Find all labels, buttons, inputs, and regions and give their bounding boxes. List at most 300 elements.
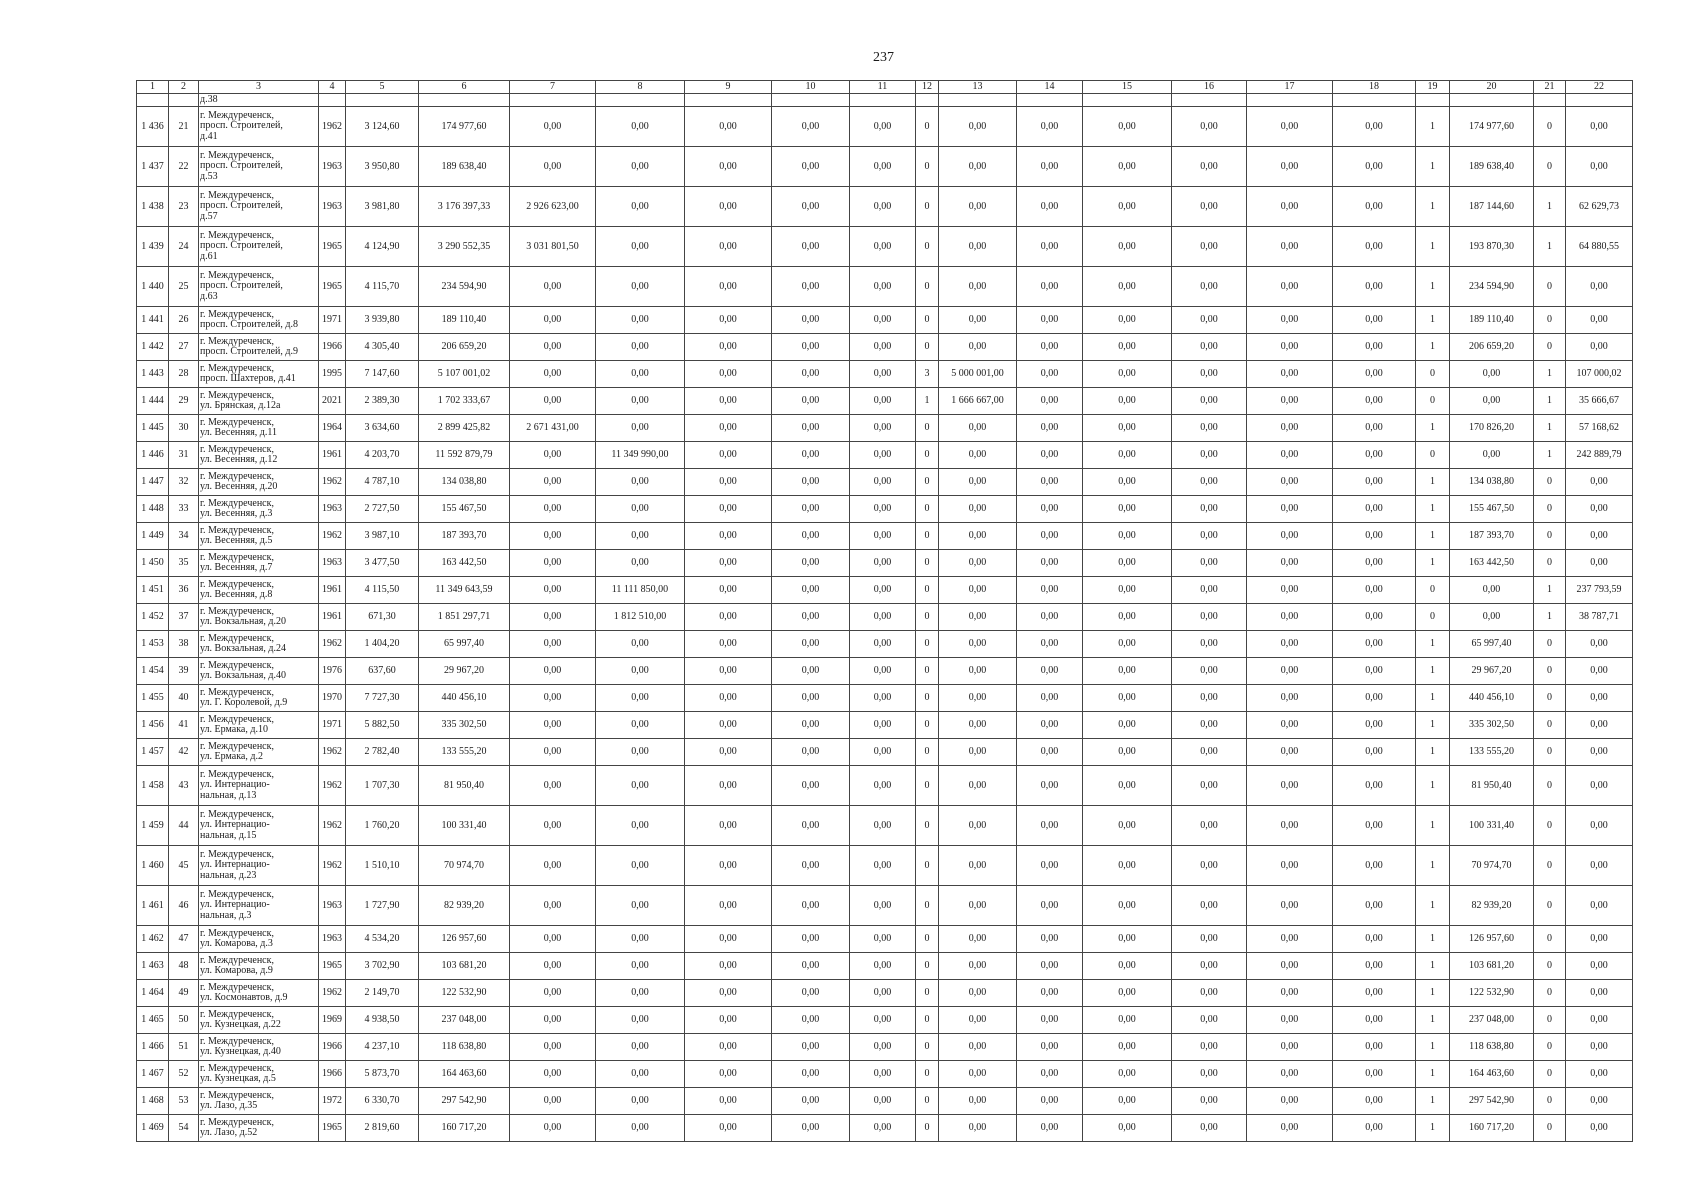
table-row <box>137 415 1633 442</box>
header-row <box>137 81 1633 94</box>
table-row <box>137 980 1633 1007</box>
column-header: 21 <box>1534 81 1566 94</box>
table-row <box>137 147 1633 187</box>
table-cell: 53 <box>169 1088 199 1115</box>
address-cell: г. Междуреченск, ул. Интернацио- нальная, д.13 <box>199 766 319 806</box>
table-cell: 0 <box>916 107 939 147</box>
table-row <box>137 577 1633 604</box>
table-cell: 0,00 <box>685 806 772 846</box>
address-cell: г. Междуреченск, ул. Вокзальная, д.40 <box>199 658 319 685</box>
table-cell: 0,00 <box>1083 361 1172 388</box>
table-cell: 0,00 <box>1083 1088 1172 1115</box>
table-cell: 65 997,40 <box>1450 631 1534 658</box>
table-cell: 1 <box>1416 953 1450 980</box>
table-cell: 1 <box>1416 712 1450 739</box>
table-cell: 0,00 <box>1083 1061 1172 1088</box>
table-cell: 0 <box>916 980 939 1007</box>
table-cell: 0,00 <box>510 953 596 980</box>
table-cell: 0,00 <box>1333 388 1416 415</box>
table-cell: 0,00 <box>510 147 596 187</box>
table-cell: 0,00 <box>685 685 772 712</box>
table-cell: 3 <box>916 361 939 388</box>
table-cell: 0 <box>1534 886 1566 926</box>
table-cell: 0,00 <box>850 147 916 187</box>
table-cell: 0,00 <box>1566 1088 1633 1115</box>
table-cell: 0,00 <box>1247 980 1333 1007</box>
table-cell: 0,00 <box>772 267 850 307</box>
table-cell: 25 <box>169 267 199 307</box>
table-cell: 0,00 <box>1566 631 1633 658</box>
table-cell: 0,00 <box>1172 469 1247 496</box>
table-cell: 0,00 <box>1247 523 1333 550</box>
table-cell: 0,00 <box>510 806 596 846</box>
table-cell: 52 <box>169 1061 199 1088</box>
address-cell: г. Междуреченск, просп. Строителей, д.9 <box>199 334 319 361</box>
table-cell: 0 <box>1534 980 1566 1007</box>
table-cell: 1970 <box>319 685 346 712</box>
table-cell: 1 <box>1416 631 1450 658</box>
table-cell: 65 997,40 <box>419 631 510 658</box>
table-cell: 1 467 <box>137 1061 169 1088</box>
table-cell: 0,00 <box>685 187 772 227</box>
table-cell: 54 <box>169 1115 199 1142</box>
address-cell: г. Междуреченск, ул. Комарова, д.3 <box>199 926 319 953</box>
table-cell: 0,00 <box>1083 550 1172 577</box>
table-cell: 0,00 <box>510 846 596 886</box>
table-cell: 1 <box>1534 361 1566 388</box>
column-header: 17 <box>1247 81 1333 94</box>
address-cell: г. Междуреченск, ул. Весенняя, д.3 <box>199 496 319 523</box>
table-row <box>137 334 1633 361</box>
table-cell: 0,00 <box>1247 442 1333 469</box>
table-cell: 0,00 <box>772 1007 850 1034</box>
table-cell: 187 144,60 <box>1450 187 1534 227</box>
address-cell: г. Междуреченск, ул. Интернацио- нальная, д.15 <box>199 806 319 846</box>
table-cell: 0,00 <box>1247 227 1333 267</box>
table-cell: 0,00 <box>1172 631 1247 658</box>
table-cell: 7 147,60 <box>346 361 419 388</box>
table-cell: 0,00 <box>1083 953 1172 980</box>
table-cell: 0 <box>1534 806 1566 846</box>
table-cell: 0,00 <box>850 658 916 685</box>
table-row <box>137 712 1633 739</box>
table-cell: 0,00 <box>510 1061 596 1088</box>
table-cell: 237 793,59 <box>1566 577 1633 604</box>
table-cell: 133 555,20 <box>419 739 510 766</box>
table-cell: 0,00 <box>1017 980 1083 1007</box>
table-cell: 51 <box>169 1034 199 1061</box>
table-cell: 0,00 <box>939 267 1017 307</box>
table-row <box>137 739 1633 766</box>
table-cell: 1 455 <box>137 685 169 712</box>
table-cell: 0,00 <box>1017 577 1083 604</box>
table-cell: 0,00 <box>1566 1034 1633 1061</box>
table-cell: 0,00 <box>850 307 916 334</box>
table-cell: 1 458 <box>137 766 169 806</box>
table-cell: 0,00 <box>685 658 772 685</box>
table-cell: 1 <box>1416 1007 1450 1034</box>
table-cell: 0,00 <box>939 685 1017 712</box>
table-cell: 49 <box>169 980 199 1007</box>
table-cell: 0,00 <box>685 1061 772 1088</box>
table-cell: 189 110,40 <box>1450 307 1534 334</box>
table-cell: 0,00 <box>1083 766 1172 806</box>
table-cell: 0,00 <box>1333 496 1416 523</box>
table-cell: 0,00 <box>850 846 916 886</box>
table-cell: 0,00 <box>1333 187 1416 227</box>
table-cell: 0,00 <box>1247 550 1333 577</box>
table-cell: 1961 <box>319 442 346 469</box>
table-cell: 1 440 <box>137 267 169 307</box>
table-cell: 1 453 <box>137 631 169 658</box>
table-cell: 0,00 <box>685 307 772 334</box>
table-cell: 0,00 <box>1172 388 1247 415</box>
table-cell: 0,00 <box>1450 388 1534 415</box>
table-cell: 1966 <box>319 334 346 361</box>
table-cell: 0 <box>916 806 939 846</box>
table-cell: 0,00 <box>772 107 850 147</box>
column-header: 9 <box>685 81 772 94</box>
table-cell: 1 <box>1416 107 1450 147</box>
table-cell: 0,00 <box>850 415 916 442</box>
table-cell: 4 115,70 <box>346 267 419 307</box>
table-cell: 0,00 <box>685 496 772 523</box>
table-cell: 0,00 <box>1017 469 1083 496</box>
table-cell: 5 873,70 <box>346 1061 419 1088</box>
table-cell: 1 461 <box>137 886 169 926</box>
table-cell: 3 176 397,33 <box>419 187 510 227</box>
table-cell: 4 237,10 <box>346 1034 419 1061</box>
table-cell: 41 <box>169 712 199 739</box>
table-cell: 0,00 <box>1333 334 1416 361</box>
table-cell: 0,00 <box>772 739 850 766</box>
table-cell: 0 <box>916 415 939 442</box>
table-cell: 0,00 <box>1566 685 1633 712</box>
table-cell: 0,00 <box>685 953 772 980</box>
table-cell: 1963 <box>319 886 346 926</box>
table-cell: 0,00 <box>850 1034 916 1061</box>
table-cell: 193 870,30 <box>1450 227 1534 267</box>
table-cell: 0,00 <box>1333 147 1416 187</box>
table-cell: 0,00 <box>1333 739 1416 766</box>
table-cell: 0,00 <box>772 227 850 267</box>
table-cell: 0,00 <box>1566 926 1633 953</box>
table-cell: 0,00 <box>1083 604 1172 631</box>
table-cell: 38 787,71 <box>1566 604 1633 631</box>
table-cell: 11 349 643,59 <box>419 577 510 604</box>
table-cell: 0,00 <box>1333 577 1416 604</box>
table-cell: 0,00 <box>1083 631 1172 658</box>
table-cell: 0,00 <box>1017 388 1083 415</box>
table-cell: 0,00 <box>1247 766 1333 806</box>
table-cell: 0,00 <box>850 187 916 227</box>
table-cell: 0 <box>1534 846 1566 886</box>
table-cell: 163 442,50 <box>1450 550 1534 577</box>
table-cell: 1962 <box>319 846 346 886</box>
table-cell: 0,00 <box>1247 1061 1333 1088</box>
table-cell: 0,00 <box>596 1088 685 1115</box>
table-cell: 0,00 <box>939 1034 1017 1061</box>
table-cell: 0,00 <box>772 307 850 334</box>
table-cell: 0 <box>1534 1088 1566 1115</box>
table-cell: 0,00 <box>1017 523 1083 550</box>
table-cell: 0,00 <box>850 388 916 415</box>
table-cell: 0,00 <box>1247 712 1333 739</box>
table-cell: 0 <box>916 658 939 685</box>
table-cell: 0,00 <box>1172 577 1247 604</box>
table-cell: 1969 <box>319 1007 346 1034</box>
table-cell: 0,00 <box>850 550 916 577</box>
table-cell: 0,00 <box>939 926 1017 953</box>
table-cell: 0,00 <box>685 1034 772 1061</box>
table-cell: 0,00 <box>939 415 1017 442</box>
address-cell: г. Междуреченск, просп. Строителей, д.41 <box>199 107 319 147</box>
table-cell: 0,00 <box>772 469 850 496</box>
column-header: 10 <box>772 81 850 94</box>
table-row <box>137 469 1633 496</box>
table-cell: 0,00 <box>939 604 1017 631</box>
table-cell: 0,00 <box>685 442 772 469</box>
address-cell: г. Междуреченск, ул. Весенняя, д.8 <box>199 577 319 604</box>
table-cell: 0,00 <box>939 739 1017 766</box>
table-cell: 0,00 <box>685 334 772 361</box>
table-cell: 0 <box>916 886 939 926</box>
column-header: 8 <box>596 81 685 94</box>
table-cell: 2 149,70 <box>346 980 419 1007</box>
table-cell: 1 468 <box>137 1088 169 1115</box>
table-cell: 0,00 <box>1172 1088 1247 1115</box>
table-cell: 0,00 <box>772 926 850 953</box>
table-cell: 103 681,20 <box>419 953 510 980</box>
table-cell: 35 <box>169 550 199 577</box>
table-cell: 0,00 <box>1566 712 1633 739</box>
table-cell: 0 <box>916 307 939 334</box>
table-cell: 1 443 <box>137 361 169 388</box>
table-cell: 0,00 <box>1172 187 1247 227</box>
table-cell: 0,00 <box>685 926 772 953</box>
table-cell: 0 <box>1534 685 1566 712</box>
table-cell: 1961 <box>319 604 346 631</box>
table-cell: 4 305,40 <box>346 334 419 361</box>
table-cell: 0,00 <box>850 631 916 658</box>
address-cell: г. Междуреченск, просп. Строителей, д.8 <box>199 307 319 334</box>
table-cell: 0,00 <box>1172 227 1247 267</box>
column-header: 2 <box>169 81 199 94</box>
table-cell: 0,00 <box>850 886 916 926</box>
table-cell: 0 <box>916 1088 939 1115</box>
table-cell: 0,00 <box>510 496 596 523</box>
table-cell: 1 457 <box>137 739 169 766</box>
table-cell: 1 <box>1416 1088 1450 1115</box>
table-cell: 2021 <box>319 388 346 415</box>
table-cell: 0,00 <box>1247 147 1333 187</box>
table-cell: 0,00 <box>596 334 685 361</box>
continuation-cell: д.38 <box>199 94 319 107</box>
table-cell: 1 <box>1534 227 1566 267</box>
table-cell: 0,00 <box>1172 307 1247 334</box>
table-cell: 1962 <box>319 631 346 658</box>
table-cell: 118 638,80 <box>1450 1034 1534 1061</box>
table-cell: 1963 <box>319 926 346 953</box>
table-cell: 0,00 <box>850 523 916 550</box>
table-cell: 0 <box>916 953 939 980</box>
table-cell: 1 <box>1534 442 1566 469</box>
table-cell: 1 449 <box>137 523 169 550</box>
table-cell: 0,00 <box>850 334 916 361</box>
table-cell: 0,00 <box>772 631 850 658</box>
table-cell: 0,00 <box>1247 469 1333 496</box>
table-cell: 0 <box>1534 147 1566 187</box>
table-cell: 174 977,60 <box>419 107 510 147</box>
table-cell: 297 542,90 <box>419 1088 510 1115</box>
table-cell: 1966 <box>319 1034 346 1061</box>
table-cell: 0,00 <box>772 658 850 685</box>
table-cell: 0,00 <box>1566 550 1633 577</box>
table-cell: 637,60 <box>346 658 419 685</box>
table-cell: 0 <box>1534 1061 1566 1088</box>
table-cell: 164 463,60 <box>1450 1061 1534 1088</box>
table-cell: 103 681,20 <box>1450 953 1534 980</box>
table-cell: 0,00 <box>596 1034 685 1061</box>
table-cell: 0,00 <box>1566 147 1633 187</box>
table-cell: 0,00 <box>1450 577 1534 604</box>
table-cell: 38 <box>169 631 199 658</box>
address-cell: г. Междуреченск, ул. Ермака, д.10 <box>199 712 319 739</box>
table-cell: 0 <box>916 442 939 469</box>
table-cell: 0,00 <box>772 604 850 631</box>
table-cell: 1 <box>1416 980 1450 1007</box>
table-cell: 0,00 <box>1333 361 1416 388</box>
address-cell: г. Междуреченск, ул. Интернацио- нальная, д.23 <box>199 846 319 886</box>
table-row <box>137 1034 1633 1061</box>
table-cell: 0,00 <box>1333 631 1416 658</box>
table-cell: 0,00 <box>1333 953 1416 980</box>
table-cell: 0,00 <box>685 361 772 388</box>
table-cell: 0,00 <box>772 577 850 604</box>
table-cell: 0,00 <box>596 712 685 739</box>
table-cell: 0 <box>916 739 939 766</box>
table-cell: 0,00 <box>1017 953 1083 980</box>
table-cell: 43 <box>169 766 199 806</box>
table-cell: 0,00 <box>1566 307 1633 334</box>
table-cell: 1 <box>1416 846 1450 886</box>
column-header: 3 <box>199 81 319 94</box>
table-cell: 1 450 <box>137 550 169 577</box>
table-cell: 1964 <box>319 415 346 442</box>
table-cell: 0,00 <box>1083 739 1172 766</box>
address-cell: г. Междуреченск, ул. Весенняя, д.7 <box>199 550 319 577</box>
table-cell: 0 <box>1534 631 1566 658</box>
column-header: 11 <box>850 81 916 94</box>
table-cell: 81 950,40 <box>1450 766 1534 806</box>
table-cell: 0,00 <box>1083 523 1172 550</box>
table-cell: 1965 <box>319 267 346 307</box>
table-cell: 0,00 <box>596 886 685 926</box>
table-cell: 0 <box>916 550 939 577</box>
table-cell: 0,00 <box>1017 1007 1083 1034</box>
table-cell: 0,00 <box>850 1088 916 1115</box>
table-cell: 0 <box>1534 496 1566 523</box>
table-cell: 0,00 <box>1566 953 1633 980</box>
table-cell: 1 442 <box>137 334 169 361</box>
table-cell: 0,00 <box>772 442 850 469</box>
table-cell: 1971 <box>319 712 346 739</box>
table-cell: 0,00 <box>1566 658 1633 685</box>
table-cell: 118 638,80 <box>419 1034 510 1061</box>
table-cell: 0,00 <box>1017 886 1083 926</box>
table-cell: 33 <box>169 496 199 523</box>
table-cell: 0,00 <box>1083 712 1172 739</box>
column-header: 1 <box>137 81 169 94</box>
table-cell: 1962 <box>319 806 346 846</box>
table-cell: 0,00 <box>850 712 916 739</box>
table-cell: 0,00 <box>1247 307 1333 334</box>
table-cell: 64 880,55 <box>1566 227 1633 267</box>
table-cell: 0,00 <box>1083 307 1172 334</box>
address-cell: г. Междуреченск, ул. Брянская, д.12а <box>199 388 319 415</box>
table-cell: 0,00 <box>1566 469 1633 496</box>
table-cell: 0,00 <box>596 806 685 846</box>
table-cell: 0,00 <box>939 1007 1017 1034</box>
table-cell: 0,00 <box>1083 187 1172 227</box>
table-cell: 0,00 <box>1083 147 1172 187</box>
table-cell: 189 638,40 <box>1450 147 1534 187</box>
table-cell: 0,00 <box>1017 685 1083 712</box>
table-cell: 0,00 <box>939 980 1017 1007</box>
table-cell: 1976 <box>319 658 346 685</box>
table-cell: 0,00 <box>1333 926 1416 953</box>
address-cell: г. Междуреченск, просп. Строителей, д.57 <box>199 187 319 227</box>
table-cell: 0,00 <box>596 846 685 886</box>
table-cell: 0,00 <box>596 187 685 227</box>
table-cell: 0,00 <box>510 267 596 307</box>
table-row <box>137 631 1633 658</box>
table-cell: 1963 <box>319 187 346 227</box>
table-cell: 100 331,40 <box>1450 806 1534 846</box>
table-cell: 0,00 <box>772 886 850 926</box>
table-cell: 40 <box>169 685 199 712</box>
table-cell: 23 <box>169 187 199 227</box>
table-cell: 237 048,00 <box>419 1007 510 1034</box>
table-cell: 0,00 <box>939 147 1017 187</box>
table-cell: 1 459 <box>137 806 169 846</box>
table-cell: 11 349 990,00 <box>596 442 685 469</box>
table-cell: 31 <box>169 442 199 469</box>
address-cell: г. Междуреченск, ул. Комарова, д.9 <box>199 953 319 980</box>
table-cell: 1 851 297,71 <box>419 604 510 631</box>
table-cell: 1 <box>1534 577 1566 604</box>
table-cell: 0,00 <box>1172 415 1247 442</box>
address-cell: г. Междуреченск, ул. Кузнецкая, д.5 <box>199 1061 319 1088</box>
table-cell: 0,00 <box>1017 415 1083 442</box>
table-cell: 0,00 <box>1247 806 1333 846</box>
table-cell: 1 <box>1416 1115 1450 1142</box>
table-row <box>137 806 1633 846</box>
table-cell: 46 <box>169 886 199 926</box>
table-cell: 0,00 <box>850 980 916 1007</box>
table-body <box>137 81 1633 1142</box>
address-cell: г. Междуреченск, ул. Весенняя, д.5 <box>199 523 319 550</box>
table-cell: 4 115,50 <box>346 577 419 604</box>
table-cell: 0,00 <box>850 806 916 846</box>
table-cell: 0,00 <box>772 766 850 806</box>
table-row <box>137 227 1633 267</box>
table-cell: 237 048,00 <box>1450 1007 1534 1034</box>
table-cell: 0 <box>916 523 939 550</box>
table-cell: 1995 <box>319 361 346 388</box>
table-cell: 28 <box>169 361 199 388</box>
table-cell: 1 446 <box>137 442 169 469</box>
